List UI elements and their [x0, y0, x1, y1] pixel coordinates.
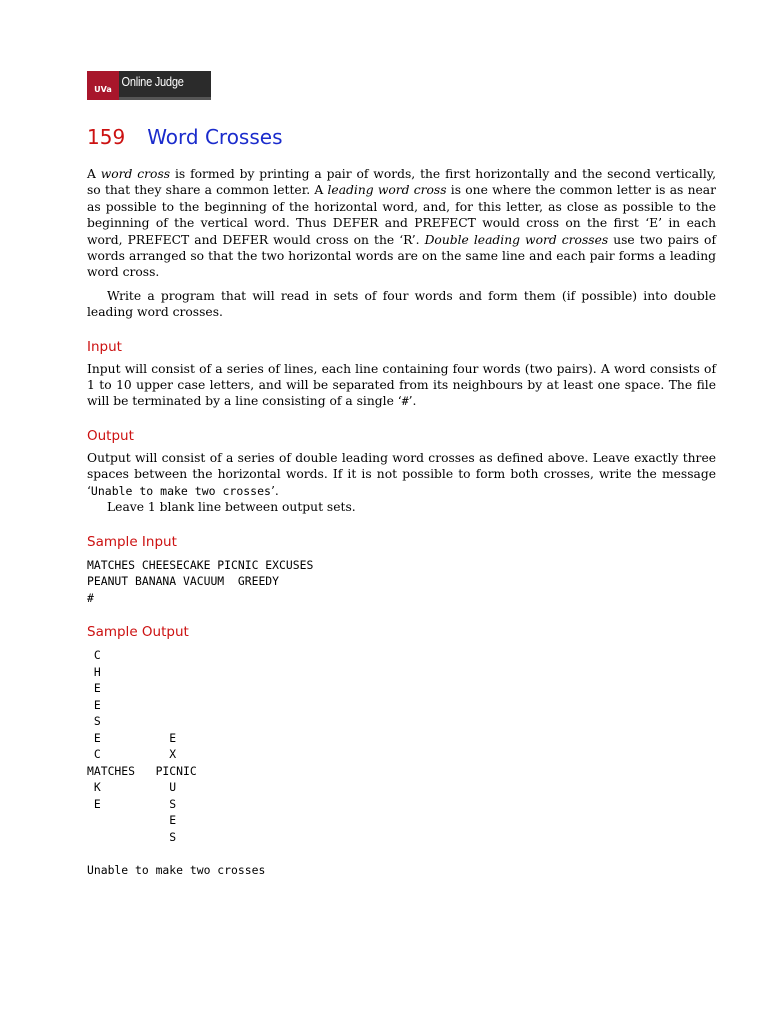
uva-logo[interactable] [87, 71, 211, 100]
intro-text: use two pairs of words arranged so that the two horizontal words are on the same line and each pair forms a leading word cross. [87, 232, 716, 280]
problem-title [87, 125, 283, 149]
output-heading: Output [87, 427, 134, 444]
task-paragraph: Write a program that will read in sets of four words and form them (if possible) into double leading word crosses. [87, 288, 716, 320]
error-message-code: Unable to make two crosses [90, 483, 271, 498]
output-text: Output will consist of a series of double leading word crosses as defined above. Leave exactly three spaces between the horizontal words. If it is not possible to form both crosses, write the message ‘ [87, 450, 716, 498]
output-paragraph [87, 450, 716, 499]
intro-text: is formed by printing a pair of words, the first horizontally and the second vertically, so that they share a common letter. A [87, 167, 716, 198]
output-text: ’. [270, 483, 279, 498]
sample-output-heading: Sample Output [87, 624, 189, 640]
sample-input-heading: Sample Input [87, 533, 177, 550]
sample-output-code: C H E E S E E C X MATCHES PICNIC K U E S E S Unable to make two crosses [87, 648, 266, 877]
intro-text: A [87, 167, 101, 181]
term-leading-word-cross: leading word cross [327, 183, 447, 198]
sample-input-code: MATCHES CHEESECAKE PICNIC EXCUSES PEANUT BANANA VACUUM GREEDY # [87, 557, 314, 605]
intro-paragraph [87, 166, 716, 281]
input-text: Input will consist of a series of lines, each line containing four words (two pairs). A word consists of 1 to 10 upper case letters, and will be separated from its neighbours by at least one space. The file will be terminated by a line consisting of a single ‘ [87, 361, 716, 409]
intro-text: is one where the common letter is as near as possible to the beginning of the horizontal word, and, for this letter, as close as possible to the beginning of the vertical word. Thus DEFER and PREFECT would cross on the first ‘E’ in each word, PREFECT and DEFER would cross on the ‘R’. [87, 183, 717, 247]
problem-body [87, 166, 716, 878]
input-text: ’. [408, 394, 417, 409]
term-double-leading: Double leading word crosses [424, 232, 609, 247]
term-word-cross: word cross [100, 167, 171, 181]
logo-badge: UVa [87, 71, 119, 100]
problem-number: 159 [87, 125, 126, 149]
input-heading: Input [87, 338, 122, 355]
logo-text: Online Judge [121, 74, 184, 89]
input-paragraph [87, 361, 716, 410]
terminator-symbol: # [401, 394, 409, 409]
problem-name: Word Crosses [147, 125, 283, 149]
blank-line-note: Leave 1 blank line between output sets. [107, 500, 356, 515]
